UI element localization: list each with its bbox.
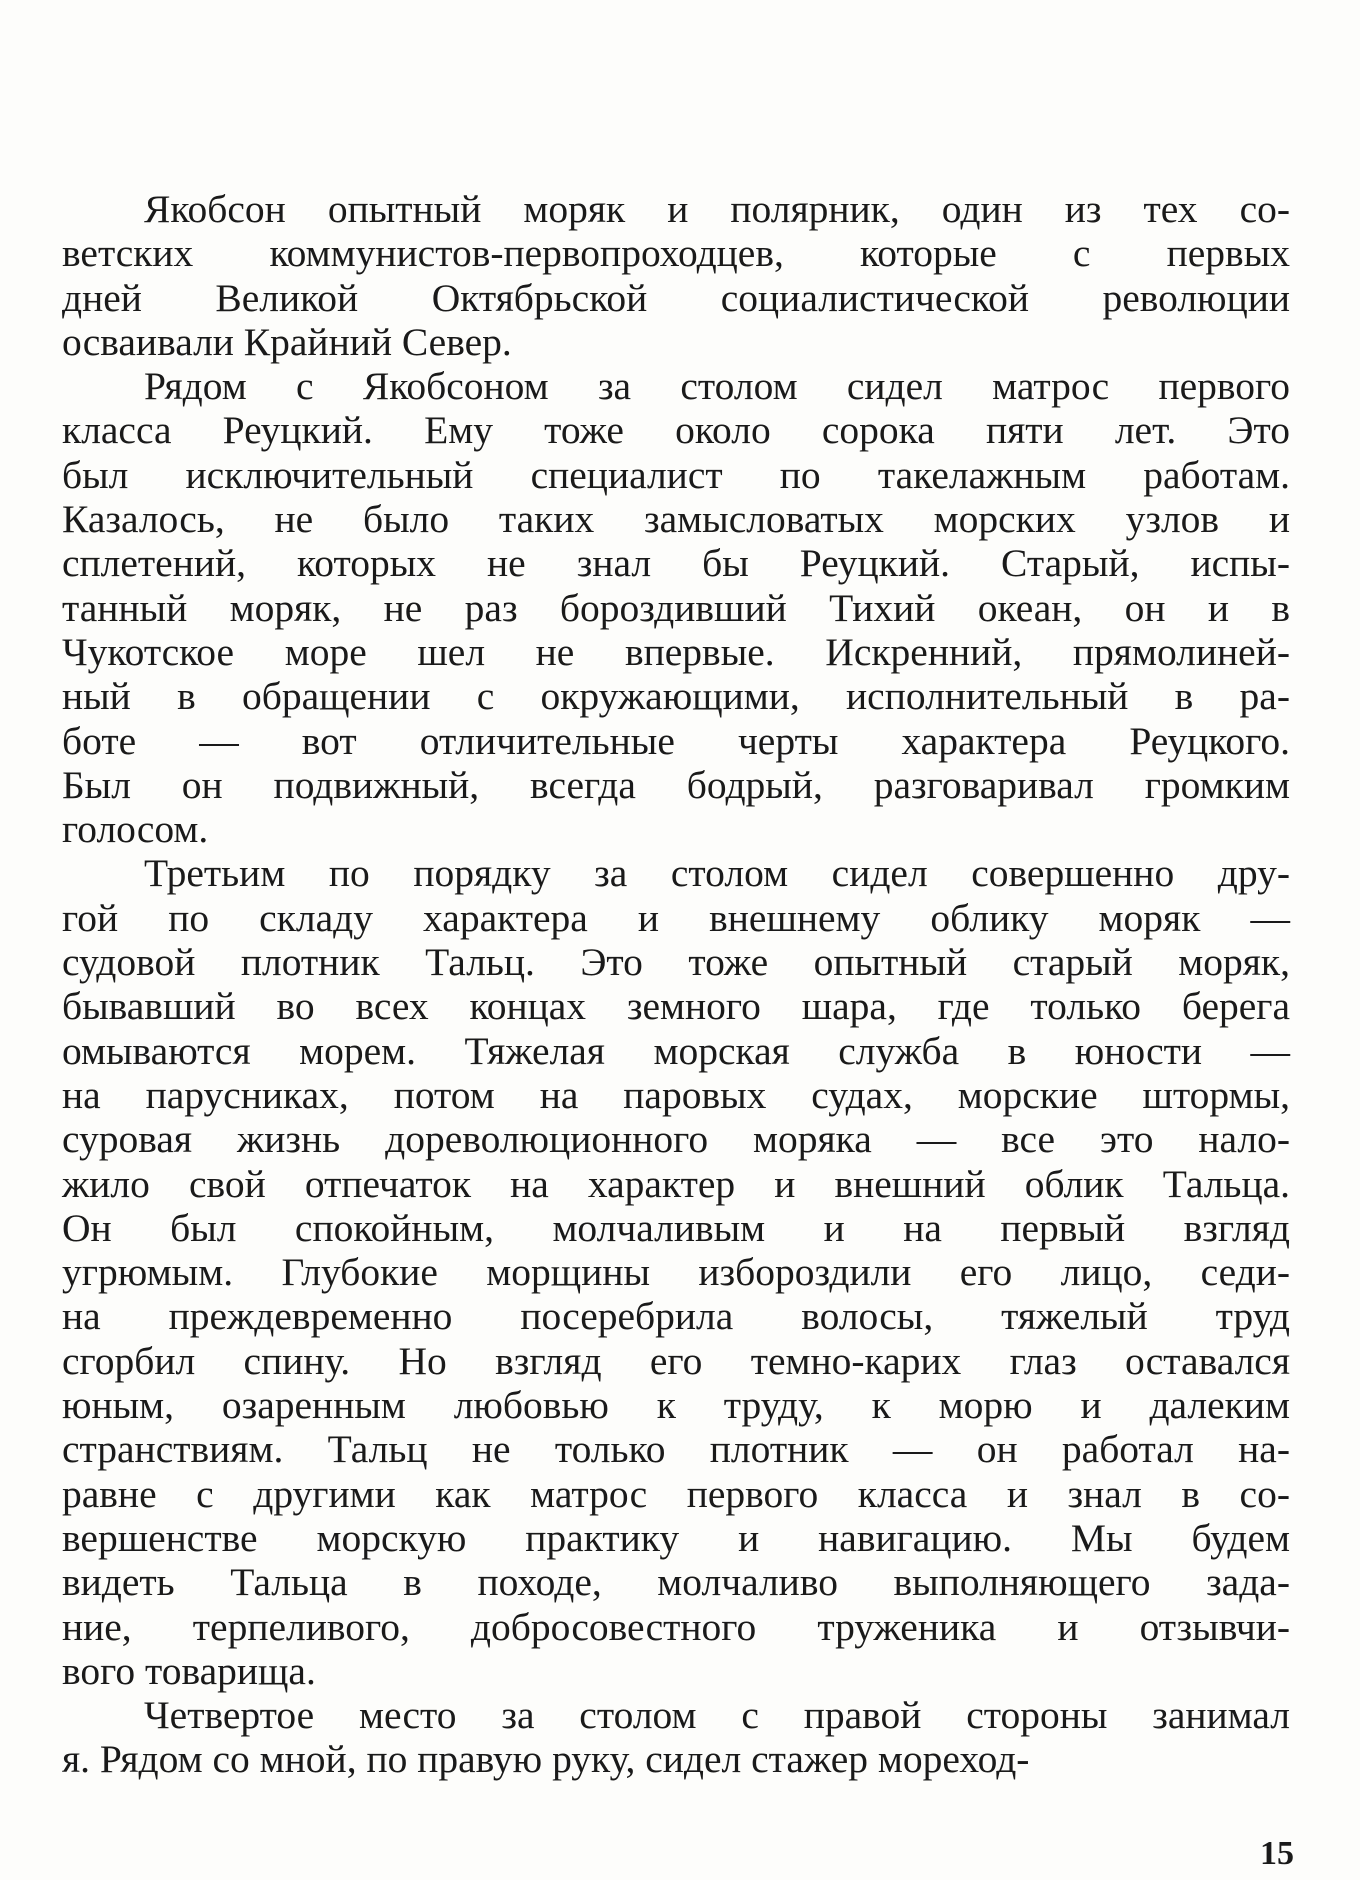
text-line: вого товарища. [62, 1648, 316, 1693]
text-line: Он был спокойным, молчаливым и на первый взгляд [62, 1205, 1290, 1250]
paragraph [62, 187, 1290, 364]
text-line: Чукотское море шел не впервые. Искренний, прямолиней- [62, 629, 1290, 674]
body-text [62, 187, 1290, 1782]
text-line: Якобсон опытный моряк и полярник, один из тех со- [144, 187, 1290, 231]
text-line: сгорбил спину. Но взгляд его темно-карих глаз оставался [62, 1338, 1290, 1383]
text-line: омываются морем. Тяжелая морская служба в юности — [62, 1028, 1290, 1073]
text-line: боте — вот отличительные черты характера Реуцкого. [62, 718, 1290, 763]
text-line: голосом. [62, 807, 209, 852]
text-line: бывавший во всех концах земного шара, где только берега [62, 984, 1290, 1029]
text-line: класса Реуцкий. Ему тоже около сорока пяти лет. Это [62, 408, 1290, 453]
text-line: равне с другими как матрос первого класса и знал в со- [62, 1471, 1290, 1516]
paragraph [62, 364, 1290, 851]
text-line: Рядом с Якобсоном за столом сидел матрос первого [144, 364, 1290, 409]
text-line: на парусниках, потом на паровых судах, морские штормы, [62, 1072, 1290, 1117]
text-line: Казалось, не было таких замысловатых морских узлов и [62, 497, 1290, 542]
text-line: ный в обращении с окружающими, исполнительный в ра- [62, 674, 1290, 719]
text-line: гой по складу характера и внешнему облику моряк — [62, 895, 1290, 940]
text-line: суровая жизнь дореволюционного моряка — все это нало- [62, 1117, 1290, 1162]
text-line: вершенстве морскую практику и навигацию. Мы будем [62, 1515, 1290, 1560]
text-line: дней Великой Октябрьской социалистической революции [62, 275, 1290, 320]
page-number: 15 [1260, 1835, 1294, 1872]
text-line: судовой плотник Тальц. Это тоже опытный старый моряк, [62, 940, 1290, 985]
text-line: юным, озаренным любовью к труду, к морю и далеким [62, 1383, 1290, 1428]
text-line: странствиям. Тальц не только плотник — он работал на- [62, 1427, 1290, 1472]
text-line: на преждевременно посеребрила волосы, тяжелый труд [62, 1294, 1290, 1339]
text-line: ние, терпеливого, добросовестного труженика и отзывчи- [62, 1604, 1290, 1649]
text-line: танный моряк, не раз бороздивший Тихий океан, он и в [62, 585, 1290, 630]
text-line: жило свой отпечаток на характер и внешний облик Тальца. [62, 1161, 1290, 1206]
text-line: был исключительный специалист по такелажным работам. [62, 452, 1290, 497]
text-line: осваивали Крайний Север. [62, 319, 512, 364]
text-line: видеть Тальца в походе, молчаливо выполняющего зада- [62, 1560, 1290, 1605]
text-line: Третьим по порядку за столом сидел совершенно дру- [144, 851, 1290, 896]
text-line: Четвертое место за столом с правой стороны занимал [144, 1693, 1290, 1738]
text-line: угрюмым. Глубокие морщины избороздили его лицо, седи- [62, 1250, 1290, 1295]
text-line: сплетений, которых не знал бы Реуцкий. Старый, испы- [62, 541, 1290, 586]
text-line: ветских коммунистов-первопроходцев, которые с первых [62, 231, 1290, 276]
paragraph [62, 1693, 1290, 1782]
paragraph [62, 851, 1290, 1693]
text-line: Был он подвижный, всегда бодрый, разговаривал громким [62, 762, 1290, 807]
text-line: я. Рядом со мной, по правую руку, сидел стажер мореход- [62, 1737, 1030, 1782]
